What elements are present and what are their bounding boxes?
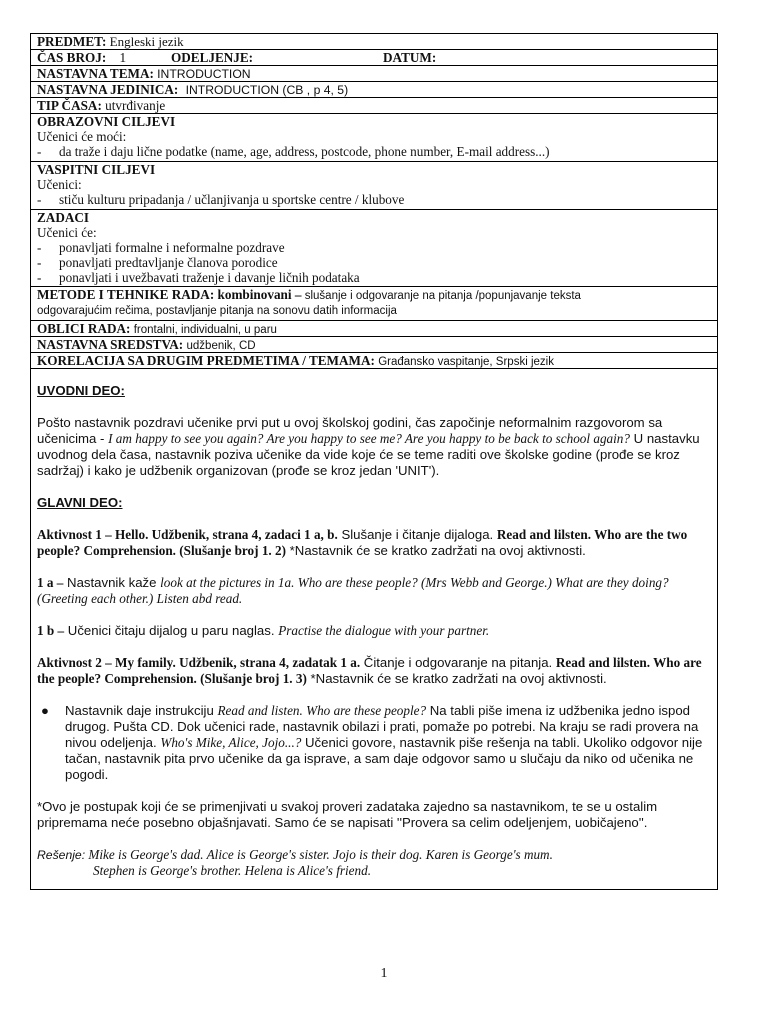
obrazovni-intro: Učenici će moći:: [37, 129, 127, 144]
metode-bold-value: kombinovani –: [217, 287, 302, 302]
list-item: - ponavljati i uvežbavati traženje i davanje ličnih podataka: [37, 270, 360, 285]
resenje-label: Rešenje:: [37, 848, 86, 862]
metode-label: METODE I TEHNIKE RADA:: [37, 287, 215, 302]
lesson-plan-table: [30, 33, 718, 890]
obrazovni-ciljevi-cell: [31, 114, 717, 162]
aktivnost-1: Aktivnost 1 – Hello. Udžbenik, strana 4, zadaci 1 a, b. Slušanje i čitanje dijaloga. Read and lilsten. Who are the two people? Comprehension. (Slušanje broj 1. 2) *Nastavnik će se kratko zadržati na ovoj aktivnosti.: [37, 527, 688, 558]
list-item: - ponavljati predtavljanje članova porodice: [37, 255, 278, 270]
oblici-label: OBLICI RADA:: [37, 321, 131, 336]
tip-value: utvrđivanje: [105, 98, 166, 113]
zadaci-title: ZADACI: [37, 210, 90, 225]
predmet-row: [31, 34, 717, 50]
vaspitni-intro: Učenici:: [37, 177, 82, 192]
korelacija-label: KORELACIJA SA DRUGIM PREDMETIMA / TEMAMA:: [37, 353, 375, 368]
bullet-icon: ●: [41, 703, 49, 718]
predmet-value: Engleski jezik: [109, 34, 184, 49]
tema-row: [31, 66, 717, 82]
jedinica-row: [31, 82, 717, 98]
tema-value: INTRODUCTION: [157, 67, 251, 81]
task-1a: 1 a – Nastavnik kaže look at the pictures in 1a. Who are these people? (Mrs Webb and George.) What are they doing? (Greeting each other.) Listen abd read.: [37, 575, 669, 606]
glavni-heading: GLAVNI DEO:: [37, 495, 123, 510]
sredstva-row: [31, 337, 717, 353]
list-item: - ponavljati formalne i neformalne pozdrave: [37, 240, 285, 255]
vaspitni-title: VASPITNI CILJEVI: [37, 162, 156, 177]
cas-broj-label: ČAS BROJ:: [37, 50, 107, 65]
predmet-label: PREDMET:: [37, 34, 107, 49]
tip-label: TIP ČASA:: [37, 98, 102, 113]
oblici-row: [31, 321, 717, 337]
jedinica-value: INTRODUCTION (CB , p 4, 5): [185, 83, 349, 97]
vaspitni-ciljevi-cell: [31, 162, 717, 210]
cas-broj-value: 1: [119, 50, 127, 65]
jedinica-label: NASTAVNA JEDINICA:: [37, 82, 179, 97]
datum-label: DATUM:: [383, 50, 437, 65]
oblici-value: frontalni, individualni, u paru: [133, 324, 277, 336]
page-number: 1: [380, 966, 388, 981]
sredstva-label: NASTAVNA SREDSTVA:: [37, 337, 184, 352]
korelacija-value: Građansko vaspitanje, Srpski jezik: [378, 356, 554, 368]
resenje-line-2: Stephen is George's brother. Helena is Alice's friend.: [93, 863, 372, 878]
task-1b: 1 b – Učenici čitaju dijalog u paru naglas. Practise the dialogue with your partner.: [37, 623, 490, 638]
tema-label: NASTAVNA TEMA:: [37, 66, 154, 81]
uvodni-heading: UVODNI DEO:: [37, 383, 125, 398]
cas-broj-row: [31, 50, 717, 66]
solution-block: [37, 847, 711, 879]
metode-cell: [31, 287, 717, 321]
obrazovni-title: OBRAZOVNI CILJEVI: [37, 114, 176, 129]
metode-text-1: slušanje i odgovaranje na pitanja /popunjavanje teksta: [304, 290, 581, 302]
list-item: - stiču kulturu pripadanja / učlanjivanja u sportske centre / klubove: [37, 192, 405, 207]
zadaci-cell: [31, 210, 717, 287]
lesson-body: [31, 369, 717, 889]
procedure-note: *Ovo je postupak koji će se primenjivati u svakoj proveri zadataka zajedno sa nastavnikom, te se u ostalim pripremama neće posebno objašnjavati. Samo će se napisati ''Provera sa celim odeljenjem, uobičajeno''.: [37, 799, 658, 830]
sredstva-value: udžbenik, CD: [186, 340, 256, 352]
odeljenje-label: ODELJENJE:: [171, 50, 254, 65]
aktivnost-2: Aktivnost 2 – My family. Udžbenik, strana 4, zadatak 1 a. Čitanje i odgovaranje na pitanja. Read and lilsten. Who are the people? Comprehension. (Slušanje broj 1. 3) *Nastavnik će se kratko zadržati na ovoj aktivnosti.: [37, 655, 702, 686]
uvodni-paragraph: Pošto nastavnik pozdravi učenike prvi put u ovoj školskoj godini, čas započinje neformalnim razgovorom sa učenicima - I am happy to see you again? Are you happy to see me? Are you happy to be back to school again? U nastavku uvodnog dela časa, nastavnik poziva učenike da vide koje će se teme raditi ove školske godine (prođe se kroz sadržaj) i kako je udžbenik organizovan (prođe se kroz jedan 'UNIT').: [37, 415, 700, 478]
zadaci-intro: Učenici će:: [37, 225, 97, 240]
resenje-line-1: Mike is George's dad. Alice is George's sister. Jojo is their dog. Karen is George's mum.: [85, 847, 553, 862]
metode-text-2: odgovarajućim rečima, postavljanje pitanja na sonovu datih informacija: [37, 305, 397, 317]
korelacija-row: [31, 353, 717, 369]
list-item: - da traže i daju lične podatke (name, age, address, postcode, phone number, E-mail address...): [37, 144, 550, 159]
instruction-bullet: ● Nastavnik daje instrukciju Read and listen. Who are these people? Na tabli piše imena iz udžbenika jedno ispod drugog. Pušta CD. Dok učenici rade, nastavnik obilazi i prati, pomaže po potrebi. Na kraju se radi provera na nivou odeljenja. Who's Mike, Alice, Jojo...? Učenici govore, nastavnik piše rešenja na tabli. Ukoliko odgovor nije tačan, nastavnik pita prvo učenike da ga isprave, a sam daje odgovor samo u slučaju da niko od učenika ne pogodi.: [37, 703, 711, 783]
tip-row: [31, 98, 717, 114]
